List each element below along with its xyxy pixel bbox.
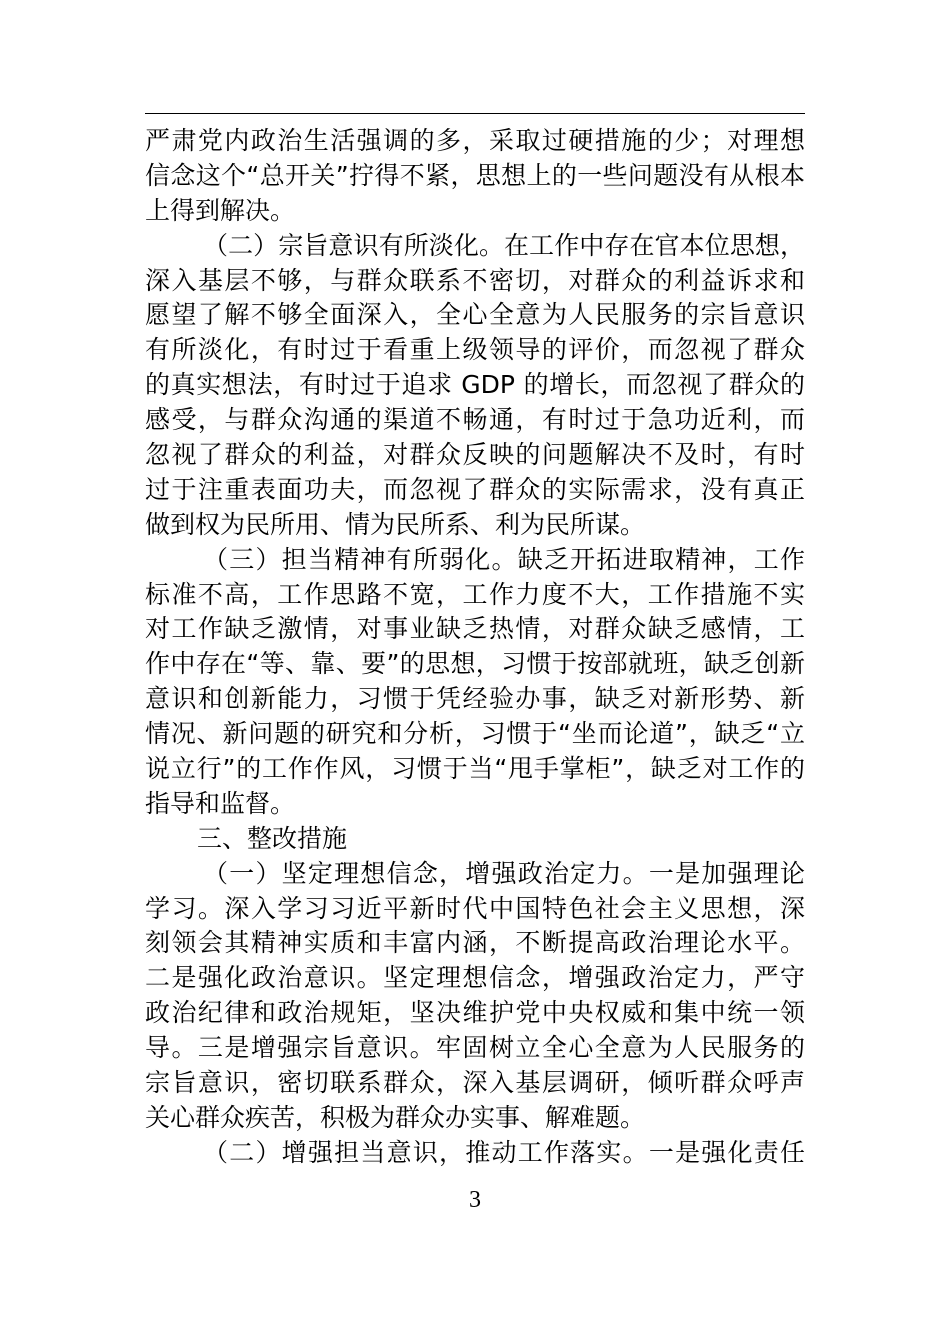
- text-line: 二是强化政治意识。坚定理想信念，增强政治定力，严守: [145, 963, 805, 993]
- document-body: [145, 124, 805, 1171]
- text-line: 上得到解决。: [145, 195, 296, 225]
- text-line: 愿望了解不够全面深入，全心全意为人民服务的宗旨意识: [145, 300, 805, 330]
- paragraph-heading-line: （二）增强担当意识，推动工作落实。一是强化责任: [203, 1137, 805, 1167]
- text-line: 关心群众疾苦，积极为群众办实事、解难题。: [145, 1102, 646, 1132]
- paragraph-heading-line: （二）宗旨意识有所淡化。在工作中存在官本位思想，: [203, 230, 805, 260]
- text-line: 过于注重表面功夫，而忽视了群众的实际需求，没有真正: [145, 474, 805, 504]
- text-line: 感受，与群众沟通的渠道不畅通，有时过于急功近利，而: [145, 405, 805, 435]
- text-line: 做到权为民所用、情为民所系、利为民所谋。: [145, 509, 646, 539]
- text-line: 学习。深入学习习近平新时代中国特色社会主义思想，深: [145, 893, 805, 923]
- text-line: 作中存在“等、靠、要”的思想，习惯于按部就班，缺乏创新: [145, 649, 805, 679]
- text-line: 有所淡化，有时过于看重上级领导的评价，而忽视了群众: [145, 335, 805, 365]
- text-line: 刻领会其精神实质和丰富内涵，不断提高政治理论水平。: [145, 928, 805, 958]
- paragraph-heading-line: （一）坚定理想信念，增强政治定力。一是加强理论: [203, 858, 805, 888]
- text-line: 信念这个“总开关”拧得不紧，思想上的一些问题没有从根本: [145, 160, 805, 190]
- text-line: 政治纪律和政治规矩，坚决维护党中央权威和集中统一领: [145, 998, 805, 1028]
- text-line: 对工作缺乏激情，对事业缺乏热情，对群众缺乏感情，工: [145, 614, 805, 644]
- text-line: 导。三是增强宗旨意识。牢固树立全心全意为人民服务的: [145, 1033, 805, 1063]
- text-line: 的真实想法，有时过于追求 GDP 的增长，而忽视了群众的: [145, 370, 805, 400]
- section-heading: 三、整改措施: [197, 823, 348, 853]
- text-line: 意识和创新能力，习惯于凭经验办事，缺乏对新形势、新: [145, 684, 805, 714]
- text-line: 说立行”的工作作风，习惯于当“甩手掌柜”，缺乏对工作的: [145, 754, 805, 784]
- paragraph-heading-line: （三）担当精神有所弱化。缺乏开拓进取精神，工作: [203, 544, 805, 574]
- text-line: 忽视了群众的利益，对群众反映的问题解决不及时，有时: [145, 440, 805, 470]
- page-number: 3: [469, 1187, 481, 1213]
- text-line: 宗旨意识，密切联系群众，深入基层调研，倾听群众呼声: [145, 1068, 805, 1098]
- text-line: 标准不高，工作思路不宽，工作力度不大，工作措施不实: [145, 579, 805, 609]
- header-rule: [145, 113, 805, 114]
- text-line: 情况、新问题的研究和分析，习惯于“坐而论道”，缺乏“立: [145, 719, 805, 749]
- text-line: 深入基层不够，与群众联系不密切，对群众的利益诉求和: [145, 265, 805, 295]
- text-line: 指导和监督。: [145, 788, 296, 818]
- text-line: 严肃党内政治生活强调的多，采取过硬措施的少；对理想: [145, 126, 805, 155]
